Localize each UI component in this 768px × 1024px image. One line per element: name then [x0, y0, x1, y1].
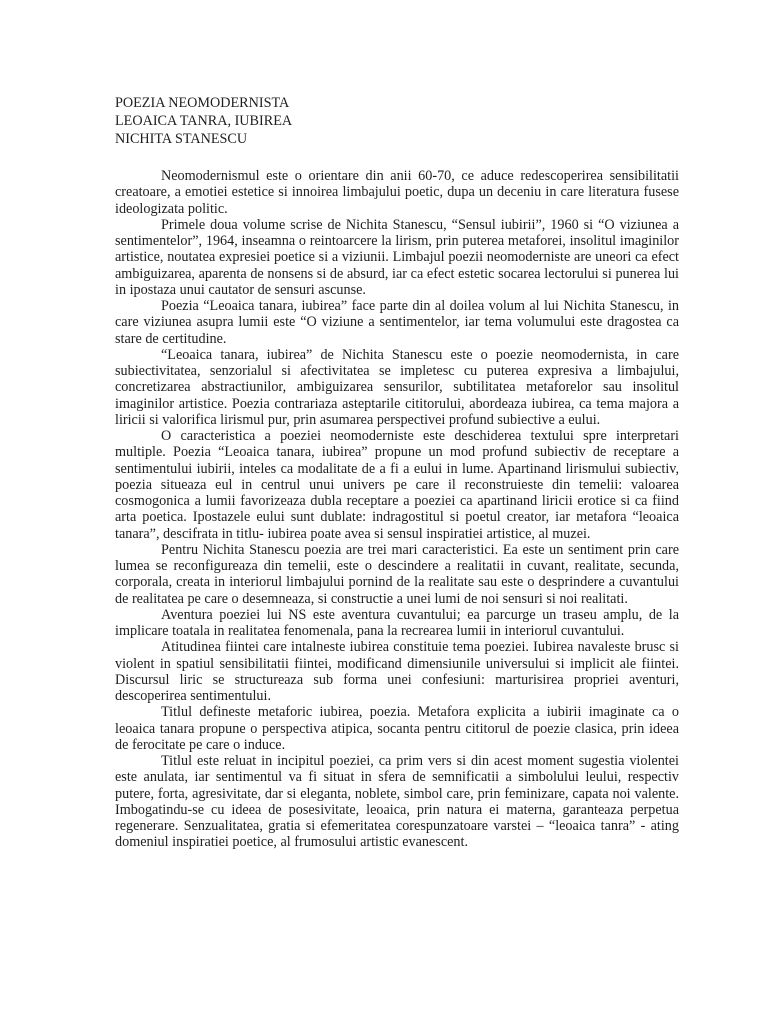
title-line-genre: POEZIA NEOMODERNISTA [115, 95, 290, 111]
paragraph-3: Poezia “Leoaica tanara, iubirea” face parte din al doilea volum al lui Nichita Stanescu, in care viziunea asupra lumii este “O viziune a sentimentelor, iar tema volumului este dragostea ca stare de certitudine. [115, 298, 679, 347]
paragraph-5: O caracteristica a poeziei neomoderniste este deschiderea textului spre interpretari multiple. Poezia “Leoaica tanara, iubirea” propune un mod profund subiectiv de receptare a sentimentului iubirii, inteles ca modalitate de a fi a eului in lume. Apartinand lirismului subiectiv, poezia situeaza eul in centrul unui univers pe care il reconstruieste din temelii: valoarea cosmogonica a lumii favorizeaza dubla receptare a poeziei ca apartinand liricii erotice si ca fiind arta poetica. Ipostazele eului sunt dublate: indragostitul si poetul creator, iar metafora “leoaica tanara”, descifrata in titlu- iubirea poate avea si sensul inspiratiei artistice, al muzei. [115, 428, 679, 542]
paragraph-4: “Leoaica tanara, iubirea” de Nichita Stanescu este o poezie neomodernista, in care subiectivitatea, senzorialul si afectivitatea se impletesc cu puterea expresiva a limbajului, concretizarea abstractiunilor, ambiguizarea sensurilor, subtilitatea metaforelor sau insolitul imaginilor artistice. Poezia contrariaza asteptarile cititorului, abordeaza iubirea, ca tema majora a liricii si valorifica lirismul pur, prin asumarea perspectivei profund subiective a eului. [115, 346, 679, 428]
paragraph-10: Titlul este reluat in incipitul poeziei, ca prim vers si din acest moment sugestia violentei este anulata, iar sentimentul va fi situat in sfera de semnificatii a simbolului leului, respectiv putere, forta, agresivitate, dar si eleganta, noblete, simbol care, prin feminizare, capata noi valente. Imbogatindu-se cu ideea de posesivitate, leoaica, prin natura ei materna, garanteaza perpetua regenerare. Senzualitatea, gratia si efemeritatea corespunzatoare varstei – “leoaica tanra” - ating domeniul inspiratiei poetice, al frumosului artistic evanescent. [115, 753, 679, 851]
paragraph-7: Aventura poeziei lui NS este aventura cuvantului; ea parcurge un traseu amplu, de la implicare toatala in realitatea fenomenala, pana la recrearea lumii in interiorul cuvantului. [115, 606, 679, 639]
title-line-poem: LEOAICA TANRA, IUBIREA [115, 113, 293, 129]
paragraph-9: Titlul defineste metaforic iubirea, poezia. Metafora explicita a iubirii imaginate ca o leoaica tanara propune o perspectiva atipica, socanta pentru cititorul de poezie clasica, prin ideea de ferocitate pe care o induce. [115, 704, 679, 753]
paragraph-6: Pentru Nichita Stanescu poezia are trei mari caracteristici. Ea este un sentiment prin care lumea se reconfigureaza din temelii, este o descindere a realitatii in cuvant, realitate, secunda, corporala, creata in interiorul limbajului pornind de la realitate sau este o desprindere a cuvantului de realitatea pe care o desemneaza, si constructie a unei lumi de noi sensuri si noi realitati. [115, 541, 679, 607]
paragraph-2: Primele doua volume scrise de Nichita Stanescu, “Sensul iubirii”, 1960 si “O viziunea a sentimentelor”, 1964, inseamna o reintoarcere la lirism, prin puterea metaforei, insolitul imaginilor artistice, noutatea expresiei poetice si a viziunii. Limbajul poezii neomoderniste are uneori ca efect ambiguizarea, aparenta de nonsens si de absurd, iar ca efect estetic socarea lectorului si punerea lui in ipostaza unui cautator de sensuri ascunse. [115, 216, 679, 298]
document-page [115, 94, 679, 851]
paragraph-1: Neomodernismul este o orientare din anii 60-70, ce aduce redescoperirea sensibilitatii creatoare, a emotiei estetice si innoirea limbajului poetic, dupa un deceniu in care literatura fusese ideologizata politic. [115, 168, 679, 217]
title-line-author: NICHITA STANESCU [115, 131, 248, 147]
paragraph-8: Atitudinea fiintei care intalneste iubirea constituie tema poeziei. Iubirea navaleste brusc si violent in spatiul sensibilitatii fiintei, modificand dimensiunile universului si implicit ale fiintei. Discursul liric se structureaza sub forma unei confesiuni: marturisirea propriei aventuri, descoperirea sentimentului. [115, 639, 679, 704]
document-title [115, 94, 679, 148]
